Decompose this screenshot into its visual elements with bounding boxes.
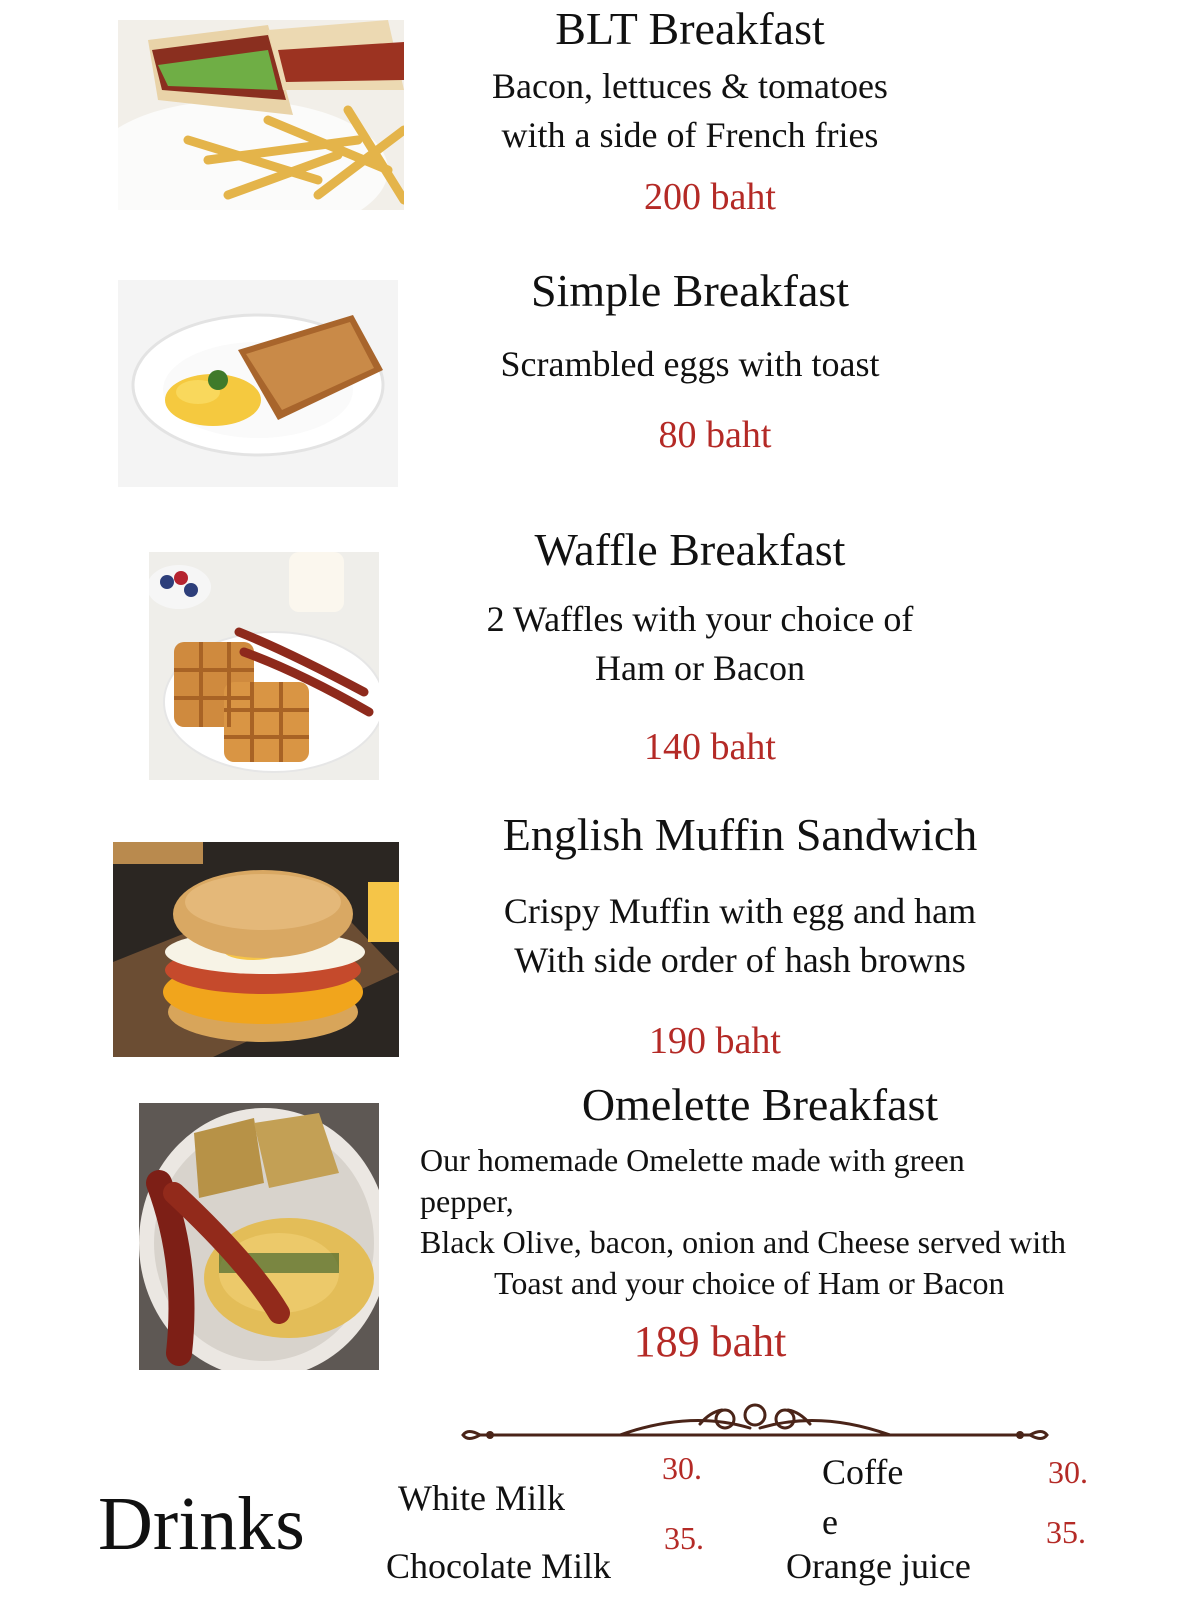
drink-name: Chocolate Milk [386, 1546, 611, 1586]
english-muffin-sandwich-photo [113, 842, 399, 1057]
item-price: 140 baht [644, 726, 776, 768]
item-description-line: Toast and your choice of Ham or Bacon [494, 1264, 1005, 1301]
item-title: Simple Breakfast [530, 265, 850, 316]
drink-name-line: Coffe [822, 1452, 904, 1492]
drink-name: White Milk [398, 1478, 565, 1518]
drink-price: 30. [662, 1450, 702, 1486]
item-price: 190 baht [649, 1020, 781, 1062]
item-description-line: with a side of French fries [501, 114, 879, 155]
drink-price: 30. [1048, 1454, 1088, 1490]
drink-name: Orange juice [786, 1546, 971, 1586]
drink-price: 35. [1046, 1514, 1086, 1550]
drink-price: 35. [664, 1520, 704, 1556]
item-title: Waffle Breakfast [534, 524, 846, 575]
item-title: BLT Breakfast [555, 3, 825, 54]
item-description-line: Our homemade Omelette made with green [420, 1142, 965, 1178]
item-description-line: Scrambled eggs with toast [500, 344, 880, 384]
scrambled-eggs-toast-photo [118, 280, 398, 487]
item-description-line: With side order of hash browns [514, 939, 966, 980]
item-description-line: pepper, [420, 1182, 514, 1219]
item-title: English Muffin Sandwich [502, 809, 978, 860]
item-description [440, 887, 1040, 984]
ornamental-scroll-divider-icon [460, 1402, 1050, 1448]
drink-name [822, 1454, 903, 1540]
item-description [420, 1140, 1160, 1304]
item-description-line: Crispy Muffin with egg and ham [503, 891, 977, 931]
item-description-line: 2 Waffles with your choice of [486, 599, 914, 639]
item-price: 80 baht [658, 414, 772, 456]
item-description [430, 595, 970, 692]
item-title: Omelette Breakfast [581, 1079, 939, 1130]
item-description-line: Black Olive, bacon, onion and Cheese served with [420, 1223, 1067, 1260]
waffles-bacon-photo [149, 552, 379, 780]
item-description [440, 62, 940, 159]
item-description [440, 340, 940, 389]
drink-name-line: e [822, 1502, 838, 1542]
item-description-line: Bacon, lettuces & tomatoes [492, 66, 888, 106]
item-price: 200 baht [644, 176, 776, 218]
drinks-heading: Drinks [98, 1482, 305, 1566]
item-price: 189 baht [633, 1317, 787, 1366]
blt-sandwich-fries-photo [118, 20, 404, 210]
omelette-toast-bacon-photo [139, 1103, 379, 1370]
item-description-line: Ham or Bacon [595, 647, 805, 688]
